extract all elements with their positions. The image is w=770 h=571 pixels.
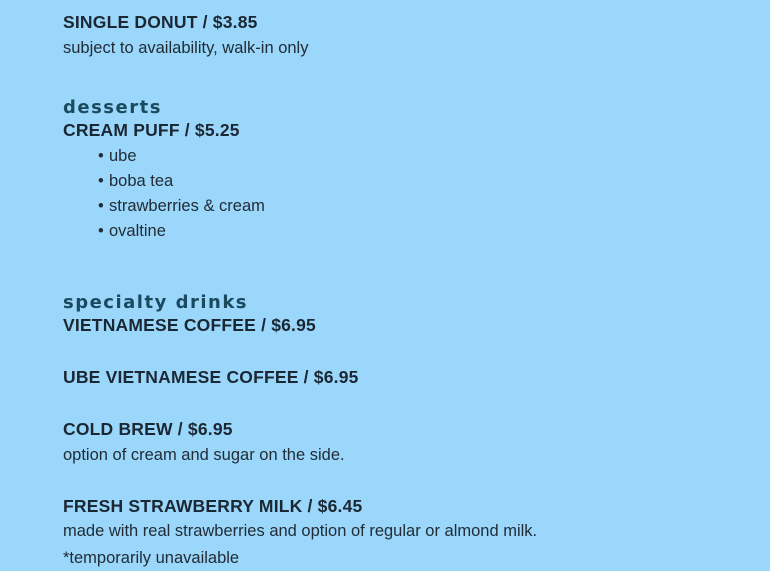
- menu-item-description: subject to availability, walk-in only: [63, 38, 309, 57]
- menu-item-cold-brew: [63, 419, 740, 468]
- list-item: • ovaltine: [109, 219, 740, 244]
- menu-item-title: UBE VIETNAMESE COFFEE / $6.95: [63, 366, 359, 387]
- menu-item-title: COLD BREW / $6.95: [63, 418, 233, 439]
- section-heading-specialty-drinks: specialty drinks: [63, 291, 248, 313]
- menu-item-ube-vietnamese-coffee: [63, 367, 740, 389]
- menu-item-cream-puff: [63, 120, 740, 244]
- spacer: [63, 468, 740, 482]
- list-item: • boba tea: [109, 169, 740, 194]
- list-item: • strawberries & cream: [109, 194, 740, 219]
- section-heading-desserts: desserts: [63, 96, 162, 118]
- spacer: [63, 337, 740, 367]
- menu-item-availability-note: *temporarily unavailable: [63, 549, 240, 568]
- menu-item-title: FRESH STRAWBERRY MILK / $6.45: [63, 495, 363, 516]
- menu-item-single-donut: [63, 12, 740, 61]
- spacer: [63, 482, 740, 496]
- menu-item-options: [63, 144, 740, 244]
- menu-item-title: CREAM PUFF / $5.25: [63, 119, 240, 140]
- menu-item-description: option of cream and sugar on the side.: [63, 445, 345, 464]
- list-item: • ube: [109, 144, 740, 169]
- section-specialty-drinks: [63, 292, 740, 571]
- menu-item-description: made with real strawberries and option of regular or almond milk.: [63, 522, 538, 541]
- spacer: [63, 61, 740, 97]
- menu-item-vietnamese-coffee: [63, 315, 740, 337]
- spacer: [63, 244, 740, 292]
- menu-item-title: SINGLE DONUT / $3.85: [63, 12, 258, 32]
- section-desserts: [63, 97, 740, 244]
- menu-item-title: VIETNAMESE COFFEE / $6.95: [63, 314, 316, 335]
- spacer: [63, 389, 740, 419]
